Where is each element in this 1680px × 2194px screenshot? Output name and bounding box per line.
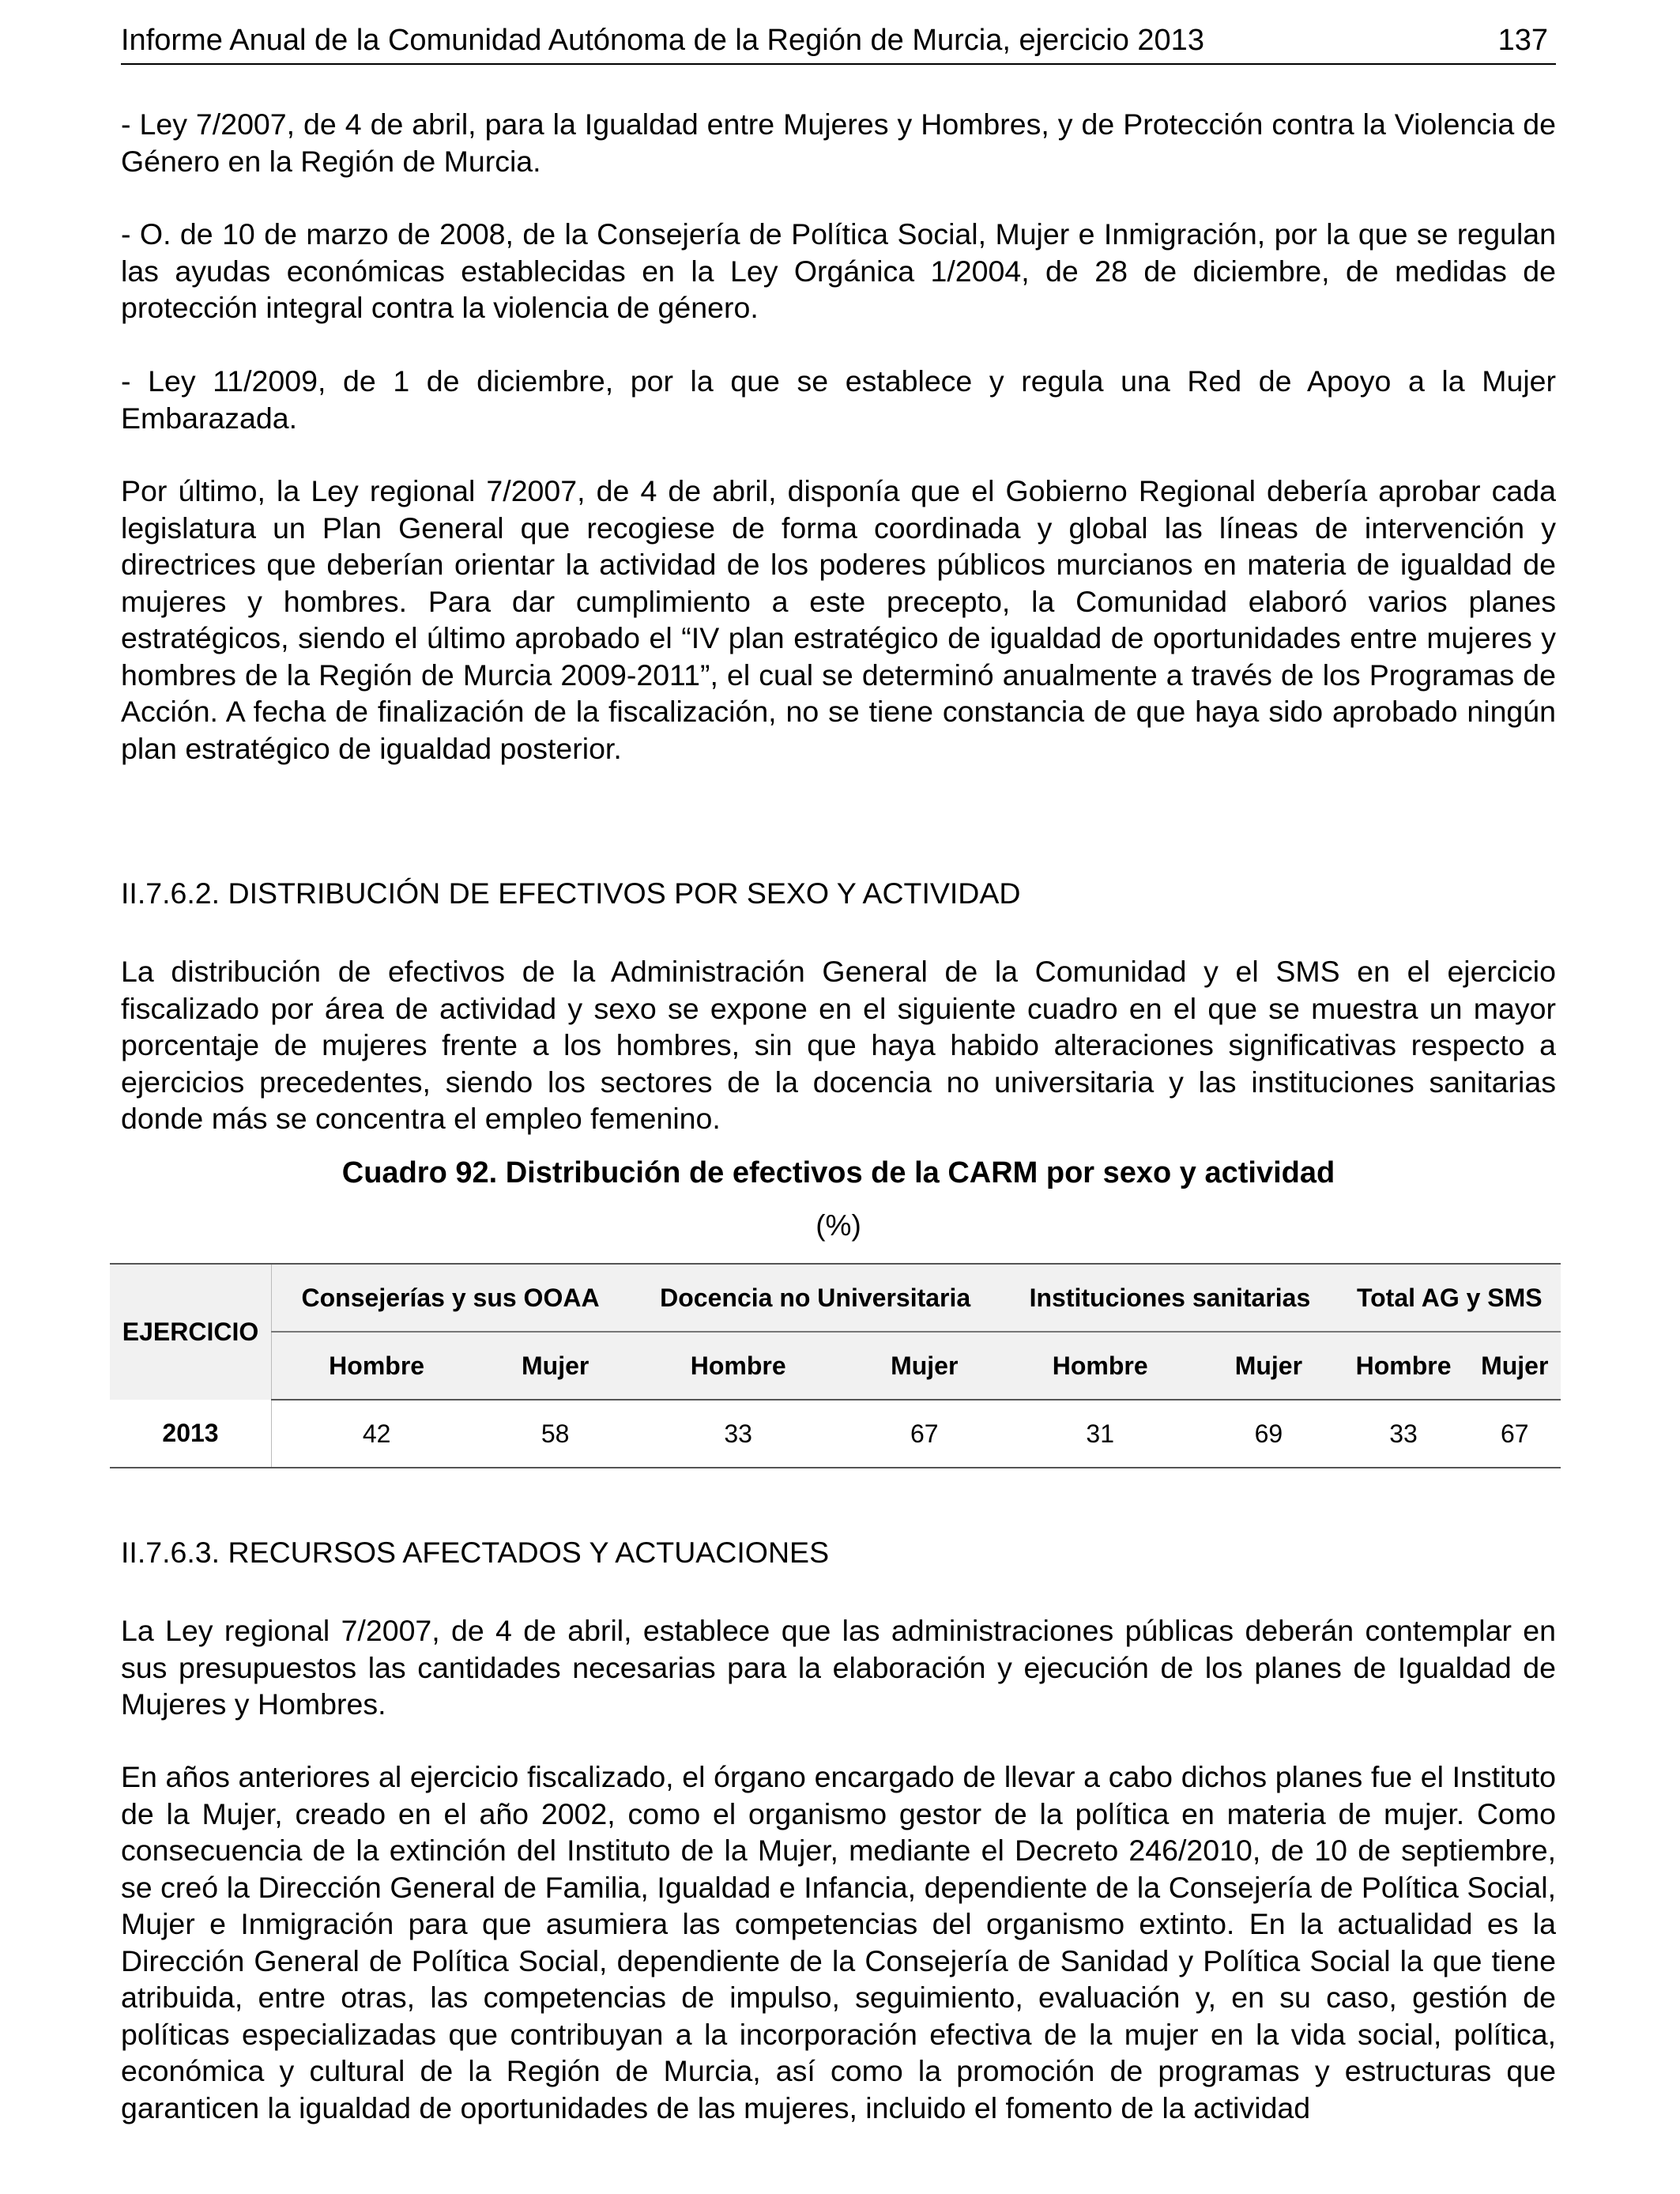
- table-header-row-sex: [110, 1332, 1561, 1400]
- column-header-mujer: Mujer: [1469, 1332, 1561, 1400]
- distribution-table: [110, 1263, 1561, 1468]
- table-cell: 58: [481, 1400, 629, 1468]
- header-title: Informe Anual de la Comunidad Autónoma de la Región de Murcia, ejercicio 2013: [121, 24, 1204, 57]
- column-header-hombre: Hombre: [272, 1332, 482, 1400]
- table-cell: 67: [1469, 1400, 1561, 1468]
- paragraph-instituto-mujer: En años anteriores al ejercicio fiscalizado, el órgano encargado de llevar a cabo dichos planes fue el Instituto de la Mujer, creado en el año 2002, como el organismo gestor de la política en materia de mujer. Como consecuencia de la extinción del Instituto de la Mujer, mediante el Decreto 246/2010, de 10 de septiembre, se creó la Dirección General de Familia, Igualdad e Infancia, dependiente de la Consejería de Política Social, Mujer e Inmigración para que asumiera las competencias del organismo extinto. En la actualidad es la Dirección General de Política Social, dependiente de la Consejería de Sanidad y Política Social la que tiene atribuida, entre otras, las competencias de impulso, seguimiento, evaluación y, en su caso, gestión de políticas especializadas que contribuyan a la incorporación efectiva de la mujer en la vida social, política, económica y cultural de la Región de Murcia, así como la promoción de programas y estructuras que garanticen la igualdad de oportunidades de las mujeres, incluido el fomento de la actividad: [121, 1760, 1556, 2124]
- table-unit: (%): [816, 1209, 861, 1242]
- page-number: 137: [1497, 24, 1548, 57]
- column-header-ejercicio: EJERCICIO: [110, 1264, 272, 1400]
- table-cell: 42: [272, 1400, 482, 1468]
- paragraph-ley-7-2007: - Ley 7/2007, de 4 de abril, para la Igualdad entre Mujeres y Hombres, y de Protección contra la Violencia de Género en la Región de Murcia.: [121, 107, 1556, 178]
- row-year: 2013: [110, 1400, 272, 1468]
- table-cell: 31: [1001, 1400, 1199, 1468]
- column-group-total: Total AG y SMS: [1339, 1264, 1561, 1332]
- paragraph-distribucion: La distribución de efectivos de la Administración General de la Comunidad y el SMS en el ejercicio fiscalizado por área de actividad y sexo se expone en el siguiente cuadro en el que se muestra un mayor porcentaje de mujeres frente a los hombres, sin que haya habido alteraciones significativas respecto a ejercicios precedentes, siendo los sectores de la docencia no universitaria y las instituciones sanitarias donde más se concentra el empleo femenino.: [121, 955, 1556, 1135]
- column-header-hombre: Hombre: [1339, 1332, 1469, 1400]
- table-row: [110, 1400, 1561, 1468]
- column-header-mujer: Mujer: [847, 1332, 1001, 1400]
- section-heading-recursos: II.7.6.3. RECURSOS AFECTADOS Y ACTUACIONES: [121, 1536, 830, 1569]
- page-header: [121, 21, 1556, 65]
- column-header-hombre: Hombre: [1001, 1332, 1199, 1400]
- paragraph-orden-2008: - O. de 10 de marzo de 2008, de la Consejería de Política Social, Mujer e Inmigración, por la que se regulan las ayudas económicas establecidas en la Ley Orgánica 1/2004, de 28 de diciembre, de medidas de protección integral contra la violencia de género.: [121, 217, 1556, 324]
- column-group-docencia: Docencia no Universitaria: [629, 1264, 1001, 1332]
- column-group-consejerias: Consejerías y sus OOAA: [272, 1264, 630, 1332]
- paragraph-ley-11-2009: - Ley 11/2009, de 1 de diciembre, por la que se establece y regula una Red de Apoyo a la Mujer Embarazada.: [121, 364, 1556, 435]
- table-header-row-groups: [110, 1264, 1561, 1332]
- table-caption: Cuadro 92. Distribución de efectivos de la CARM por sexo y actividad: [341, 1156, 1335, 1189]
- section-heading-distribucion: II.7.6.2. DISTRIBUCIÓN DE EFECTIVOS POR SEXO Y ACTIVIDAD: [121, 876, 1021, 910]
- paragraph-presupuestos: La Ley regional 7/2007, de 4 de abril, establece que las administraciones públicas deberán contemplar en sus presupuestos las cantidades necesarias para la elaboración y ejecución de los planes de Igualdad de Mujeres y Hombres.: [121, 1614, 1556, 1721]
- column-header-hombre: Hombre: [629, 1332, 847, 1400]
- table-cell: 33: [1339, 1400, 1469, 1468]
- table-cell: 33: [629, 1400, 847, 1468]
- paragraph-plan-general: Por último, la Ley regional 7/2007, de 4 de abril, disponía que el Gobierno Regional debería aprobar cada legislatura un Plan General que recogiese de forma coordinada y global las líneas de intervención y directrices que deberían orientar la actividad de los poderes públicos murcianos en materia de igualdad de mujeres y hombres. Para dar cumplimiento a este precepto, la Comunidad elaboró varios planes estratégicos, siendo el último aprobado el “IV plan estratégico de igualdad de oportunidades entre mujeres y hombres de la Región de Murcia 2009-2011”, el cual se determinó anualmente a través de los Programas de Acción. A fecha de finalización de la fiscalización, no se tiene constancia de que haya sido aprobado ningún plan estratégico de igualdad posterior.: [121, 474, 1556, 765]
- column-header-mujer: Mujer: [481, 1332, 629, 1400]
- table-cell: 69: [1199, 1400, 1338, 1468]
- column-header-mujer: Mujer: [1199, 1332, 1338, 1400]
- table-cell: 67: [847, 1400, 1001, 1468]
- column-group-sanitarias: Instituciones sanitarias: [1001, 1264, 1338, 1332]
